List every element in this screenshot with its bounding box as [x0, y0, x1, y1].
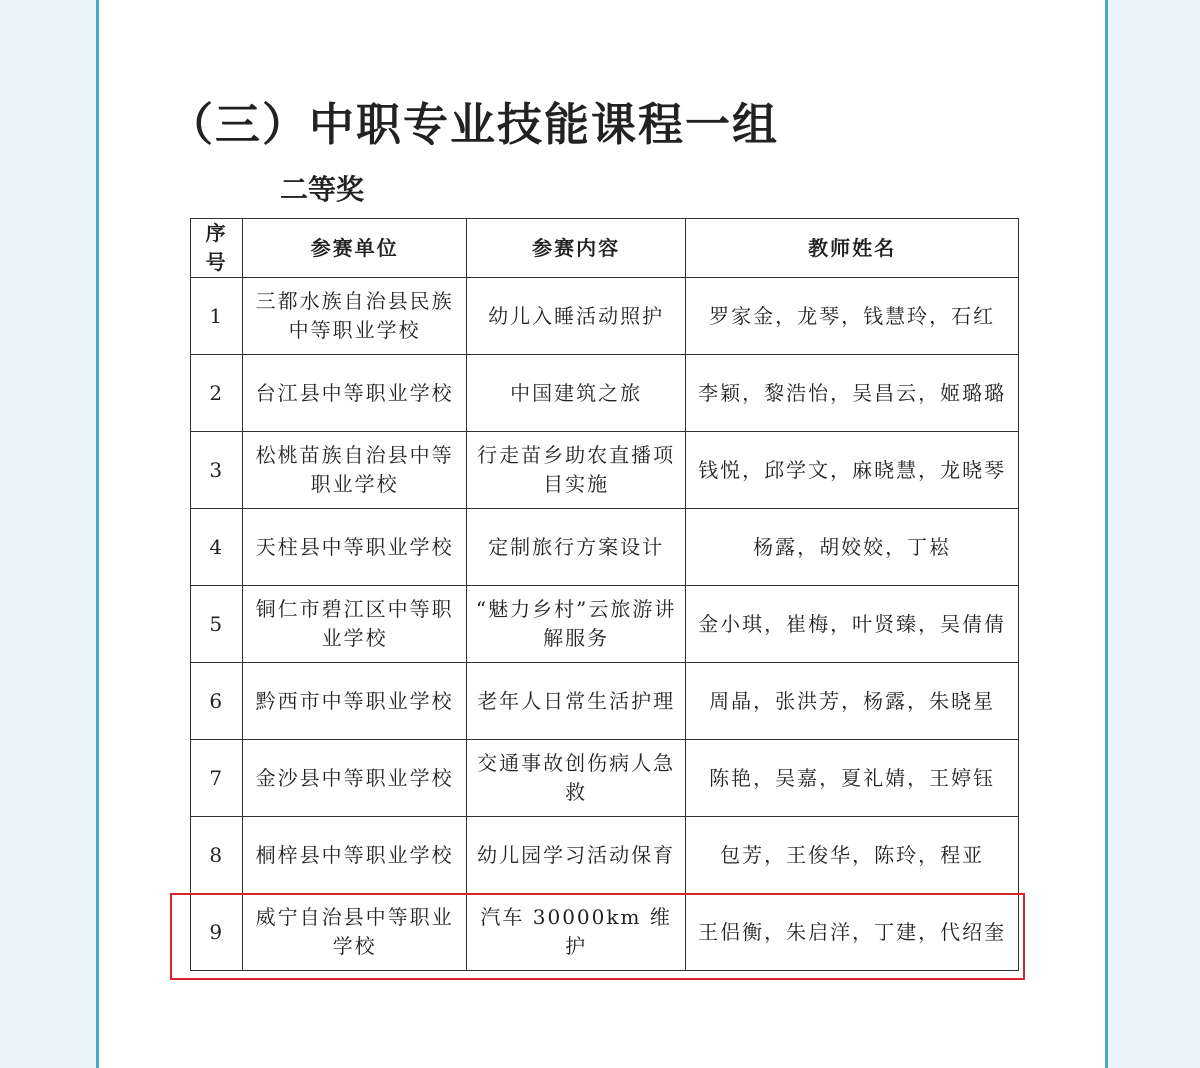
row-teachers: 周晶，张洪芳，杨露，朱晓星 [686, 663, 1019, 740]
table-row [191, 663, 1019, 740]
row-unit: 金沙县中等职业学校 [243, 740, 467, 817]
row-content: 交通事故创伤病人急救 [466, 740, 685, 817]
section-title: （三）中职专业技能课程一组 [168, 98, 780, 151]
row-content: “魅力乡村”云旅游讲解服务 [466, 586, 685, 663]
table-header-row [191, 219, 1019, 278]
row-no: 6 [191, 663, 243, 740]
header-teachers: 教师姓名 [686, 219, 1019, 278]
row-unit: 威宁自治县中等职业学校 [243, 894, 467, 971]
row-unit: 松桃苗族自治县中等职业学校 [243, 432, 467, 509]
row-unit: 天柱县中等职业学校 [243, 509, 467, 586]
table-row [191, 278, 1019, 355]
row-no: 9 [191, 894, 243, 971]
row-no: 4 [191, 509, 243, 586]
row-teachers: 包芳，王俊华，陈玲，程亚 [686, 817, 1019, 894]
row-content: 幼儿入睡活动照护 [466, 278, 685, 355]
header-content: 参赛内容 [466, 219, 685, 278]
header-no: 序号 [191, 219, 243, 278]
table-row [191, 586, 1019, 663]
award-title: 二等奖 [280, 173, 365, 206]
row-unit: 铜仁市碧江区中等职业学校 [243, 586, 467, 663]
table-row [191, 355, 1019, 432]
table-row [191, 817, 1019, 894]
award-table [190, 218, 1019, 971]
table-row-highlighted [191, 894, 1019, 971]
row-content: 汽车 30000km 维护 [466, 894, 685, 971]
row-teachers: 陈艳，吴嘉，夏礼婧，王婷钰 [686, 740, 1019, 817]
row-teachers: 李颖，黎浩怡，吴昌云，姬璐璐 [686, 355, 1019, 432]
row-teachers: 钱悦，邱学文，麻晓慧，龙晓琴 [686, 432, 1019, 509]
row-teachers: 罗家金，龙琴，钱慧玲，石红 [686, 278, 1019, 355]
table-row [191, 509, 1019, 586]
row-content: 行走苗乡助农直播项目实施 [466, 432, 685, 509]
row-unit: 黔西市中等职业学校 [243, 663, 467, 740]
row-unit: 桐梓县中等职业学校 [243, 817, 467, 894]
row-no: 2 [191, 355, 243, 432]
row-content: 中国建筑之旅 [466, 355, 685, 432]
row-unit: 三都水族自治县民族中等职业学校 [243, 278, 467, 355]
row-no: 7 [191, 740, 243, 817]
table-row [191, 432, 1019, 509]
row-teachers: 金小琪，崔梅，叶贤臻，吴倩倩 [686, 586, 1019, 663]
table-row [191, 740, 1019, 817]
row-content: 定制旅行方案设计 [466, 509, 685, 586]
row-teachers: 杨露，胡姣姣，丁崧 [686, 509, 1019, 586]
row-unit: 台江县中等职业学校 [243, 355, 467, 432]
row-content: 老年人日常生活护理 [466, 663, 685, 740]
header-unit: 参赛单位 [243, 219, 467, 278]
row-no: 1 [191, 278, 243, 355]
row-no: 3 [191, 432, 243, 509]
row-content: 幼儿园学习活动保育 [466, 817, 685, 894]
row-no: 5 [191, 586, 243, 663]
left-margin [0, 0, 96, 1061]
row-no: 8 [191, 817, 243, 894]
right-margin [1108, 0, 1200, 1061]
row-teachers: 王侣衡，朱启洋，丁建，代绍奎 [686, 894, 1019, 971]
